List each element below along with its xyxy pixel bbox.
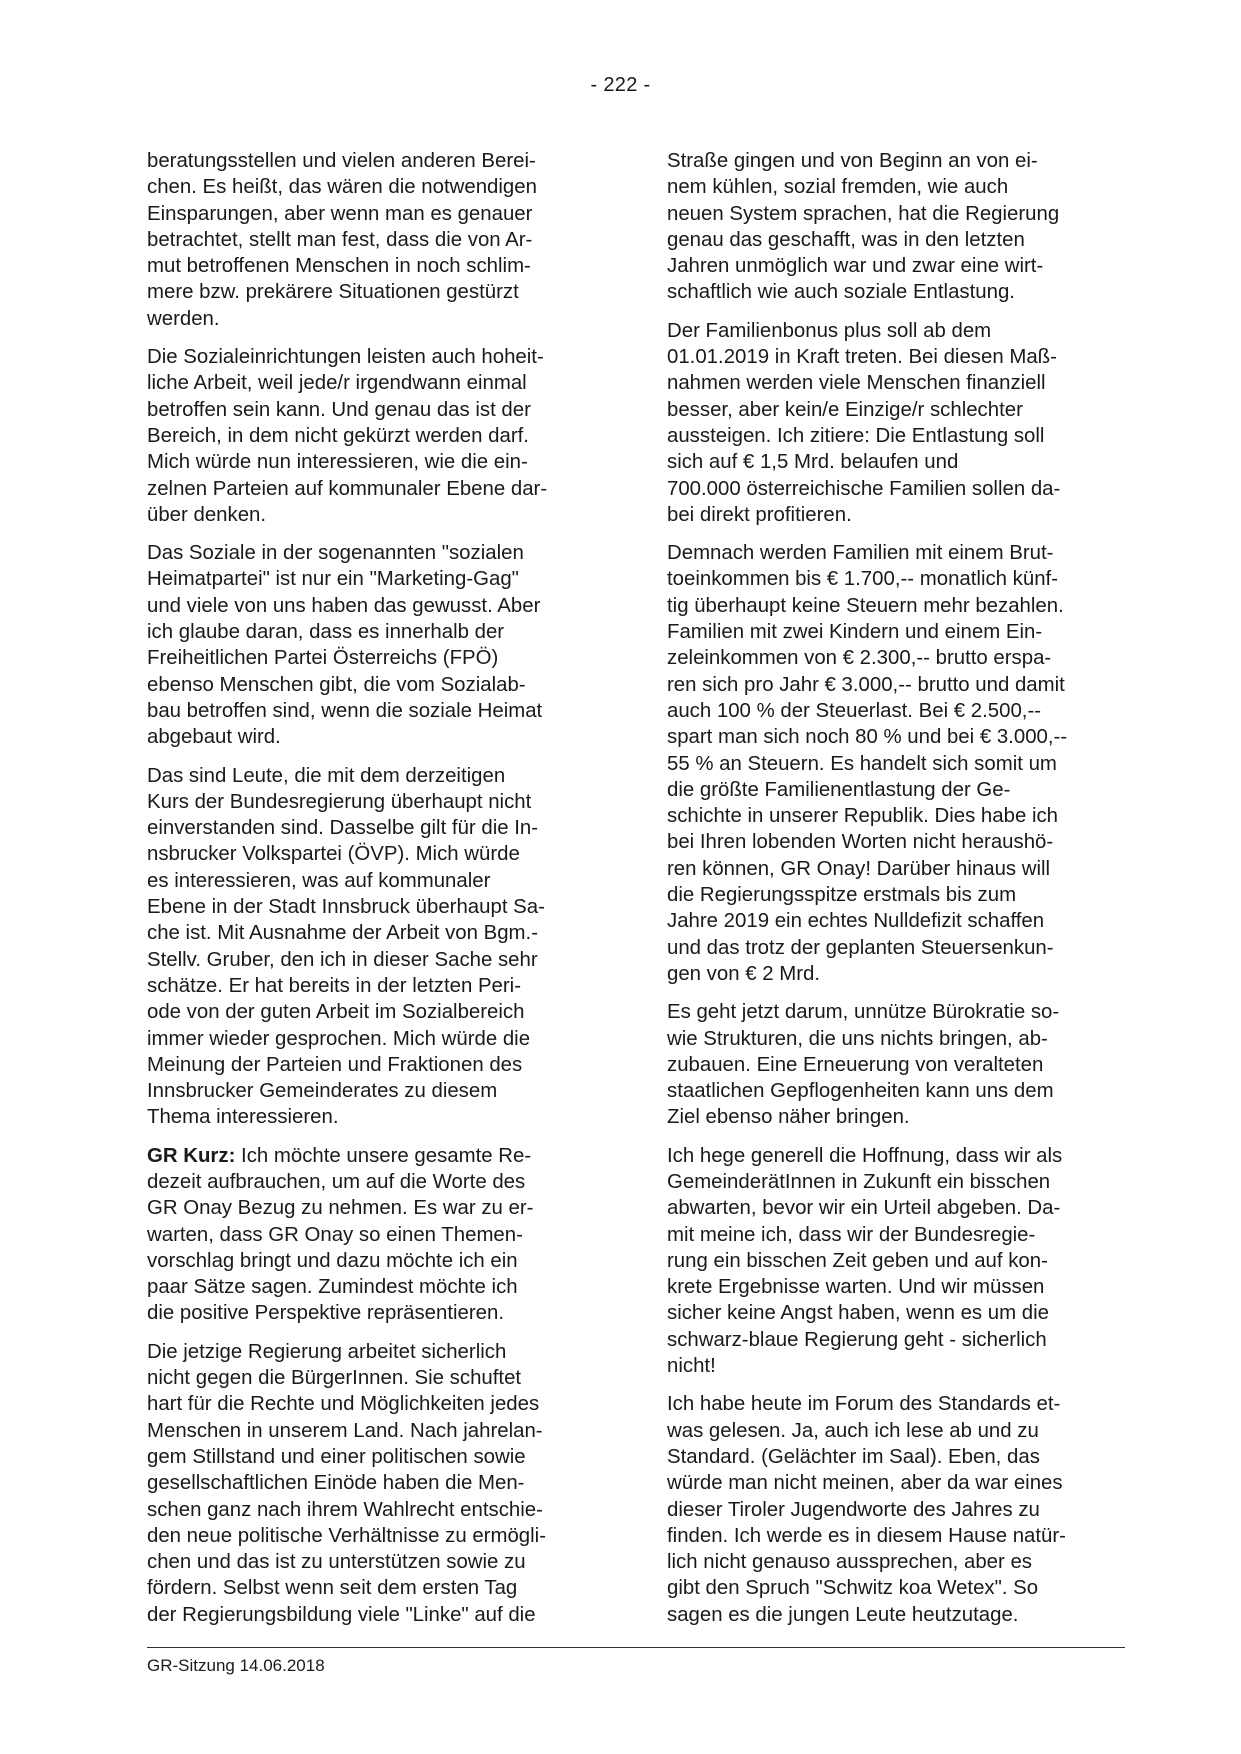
- paragraph: Die Sozialeinrichtungen leisten auch hoheit- liche Arbeit, weil jede/r irgendwann einmal betroffen sein kann. Und genau das ist der Bereich, in dem nicht gekürzt werden darf. Mich würde nun interessieren, wie die ein- zelnen Parteien auf kommunaler Ebene dar- über denken.: [147, 346, 548, 526]
- paragraph: beratungsstellen und vielen anderen Berei- chen. Es heißt, das wären die notwendigen Einsparungen, aber wenn man es genauer betrachtet, stellt man fest, dass die von Ar- mut betroffenen Menschen in noch schlim- mere bzw. prekärere Situationen gestürzt werden.: [147, 150, 537, 330]
- speaker-name: GR Kurz:: [147, 1144, 236, 1167]
- paragraph: Demnach werden Familien mit einem Brut- toeinkommen bis € 1.700,-- monatlich künf- tig überhaupt keine Steuern mehr bezahlen. Familien mit zwei Kindern und einem Ein- zeleinkommen von € 2.300,-- brutto erspa- ren sich pro Jahr € 3.000,-- brutto und damit auch 100 % der Steuerlast. Bei € 2.500,-- spart man sich noch 80 % und bei € 3.000,-- 55 % an Steuern. Es handelt sich somit um die größte Familienentlastung der Ge- schichte in unserer Republik. Dies habe ich bei Ihren lobenden Worten nicht heraushö- ren können, GR Onay! Darüber hinaus will die Regierungsspitze erstmals bis zum Jahre 2019 ein echtes Nulldefizit schaffen und das trotz der geplanten Steuersenkun- gen von € 2 Mrd.: [667, 542, 1068, 985]
- paragraph: Ich hege generell die Hoffnung, dass wir als GemeinderätInnen in Zukunft ein bisschen abwarten, bevor wir ein Urteil abgeben. Da- mit meine ich, dass wir der Bundesregie- rung ein bisschen Zeit geben und auf kon- krete Ergebnisse warten. Und wir müssen sicher keine Angst haben, wenn es um die schwarz-blaue Regierung geht - sicherlich nicht!: [667, 1144, 1063, 1378]
- paragraph: Straße gingen und von Beginn an von ei- nem kühlen, sozial fremden, wie auch neuen System sprachen, hat die Regierung genau das geschafft, was in den letzten Jahren unmöglich war und zwar eine wirt- schaftlich wie auch soziale Entlastung.: [667, 150, 1060, 304]
- footer-text: GR-Sitzung 14.06.2018: [147, 1656, 325, 1675]
- paragraph: Ich habe heute im Forum des Standards et- was gelesen. Ja, auch ich lese ab und zu Standard. (Gelächter im Saal). Eben, das würde man nicht meinen, aber da war eines dieser Tiroler Jugendworte des Jahres zu finden. Ich werde es in diesem Hause natür- lich nicht genauso aussprechen, aber es gibt den Spruch "Schwitz koa Wetex". So sagen es die jungen Leute heutzutage.: [667, 1393, 1066, 1626]
- left-column: [147, 148, 607, 1640]
- paragraph: Die jetzige Regierung arbeitet sicherlich nicht gegen die BürgerInnen. Sie schuftet hart für die Rechte und Möglichkeiten jedes Menschen in unserem Land. Nach jahrelan- gem Stillstand und einer politischen sowie gesellschaftlichen Einöde haben die Men- schen ganz nach ihrem Wahlrecht entschie- den neue politische Verhältnisse zu ermögli- chen und das ist zu unterstützen sowie zu fördern. Selbst wenn seit dem ersten Tag der Regierungsbildung viele "Linke" auf die: [147, 1340, 546, 1626]
- paragraph: Das sind Leute, die mit dem derzeitigen Kurs der Bundesregierung überhaupt nicht einverstanden sind. Dasselbe gilt für die In- nsbrucker Volkspartei (ÖVP). Mich würde es interessieren, was auf kommunaler Ebene in der Stadt Innsbruck überhaupt Sa- che ist. Mit Ausnahme der Arbeit von Bgm.- Stellv. Gruber, den ich in dieser Sache sehr schätze. Er hat bereits in der letzten Peri- ode von der guten Arbeit im Sozialbereich immer wieder gesprochen. Mich würde die Meinung der Parteien und Fraktionen des Innsbrucker Gemeinderates zu diesem Thema interessieren.: [147, 764, 545, 1129]
- paragraph: Der Familienbonus plus soll ab dem 01.01.2019 in Kraft treten. Bei diesen Maß- nahmen werden viele Menschen finanziell besser, aber kein/e Einzige/r schlechter aussteigen. Ich zitiere: Die Entlastung soll sich auf € 1,5 Mrd. belaufen und 700.000 österreichische Familien sollen da- bei direkt profitieren.: [667, 319, 1061, 526]
- page-number: - 222 -: [590, 74, 651, 96]
- speech-paragraph: [147, 1143, 607, 1327]
- speech-text: Ich möchte unsere gesamte Re- dezeit aufbrauchen, um auf die Worte des GR Onay Bezug zu nehmen. Es war zu er- warten, dass GR Onay so einen Themen- vorschlag bringt und dazu möchte ich ein paar Sätze sagen. Zumindest möchte ich die positive Perspektive repräsentieren.: [147, 1144, 534, 1325]
- footer-divider: [147, 1647, 1125, 1648]
- paragraph: Das Soziale in der sogenannten "sozialen Heimatpartei" ist nur ein "Marketing-Gag" und viele von uns haben das gewusst. Aber ich glaube daran, dass es innerhalb der Freiheitlichen Partei Österreichs (FPÖ) ebenso Menschen gibt, die vom Sozialab- bau betroffen sind, wenn die soziale Heimat abgebaut wird.: [147, 542, 543, 749]
- right-column: [667, 148, 1127, 1640]
- paragraph: Es geht jetzt darum, unnütze Bürokratie so- wie Strukturen, die uns nichts bringen, ab- zubauen. Eine Erneuerung von veralteten staatlichen Gepflogenheiten kann uns dem Ziel ebenso näher bringen.: [667, 1001, 1060, 1129]
